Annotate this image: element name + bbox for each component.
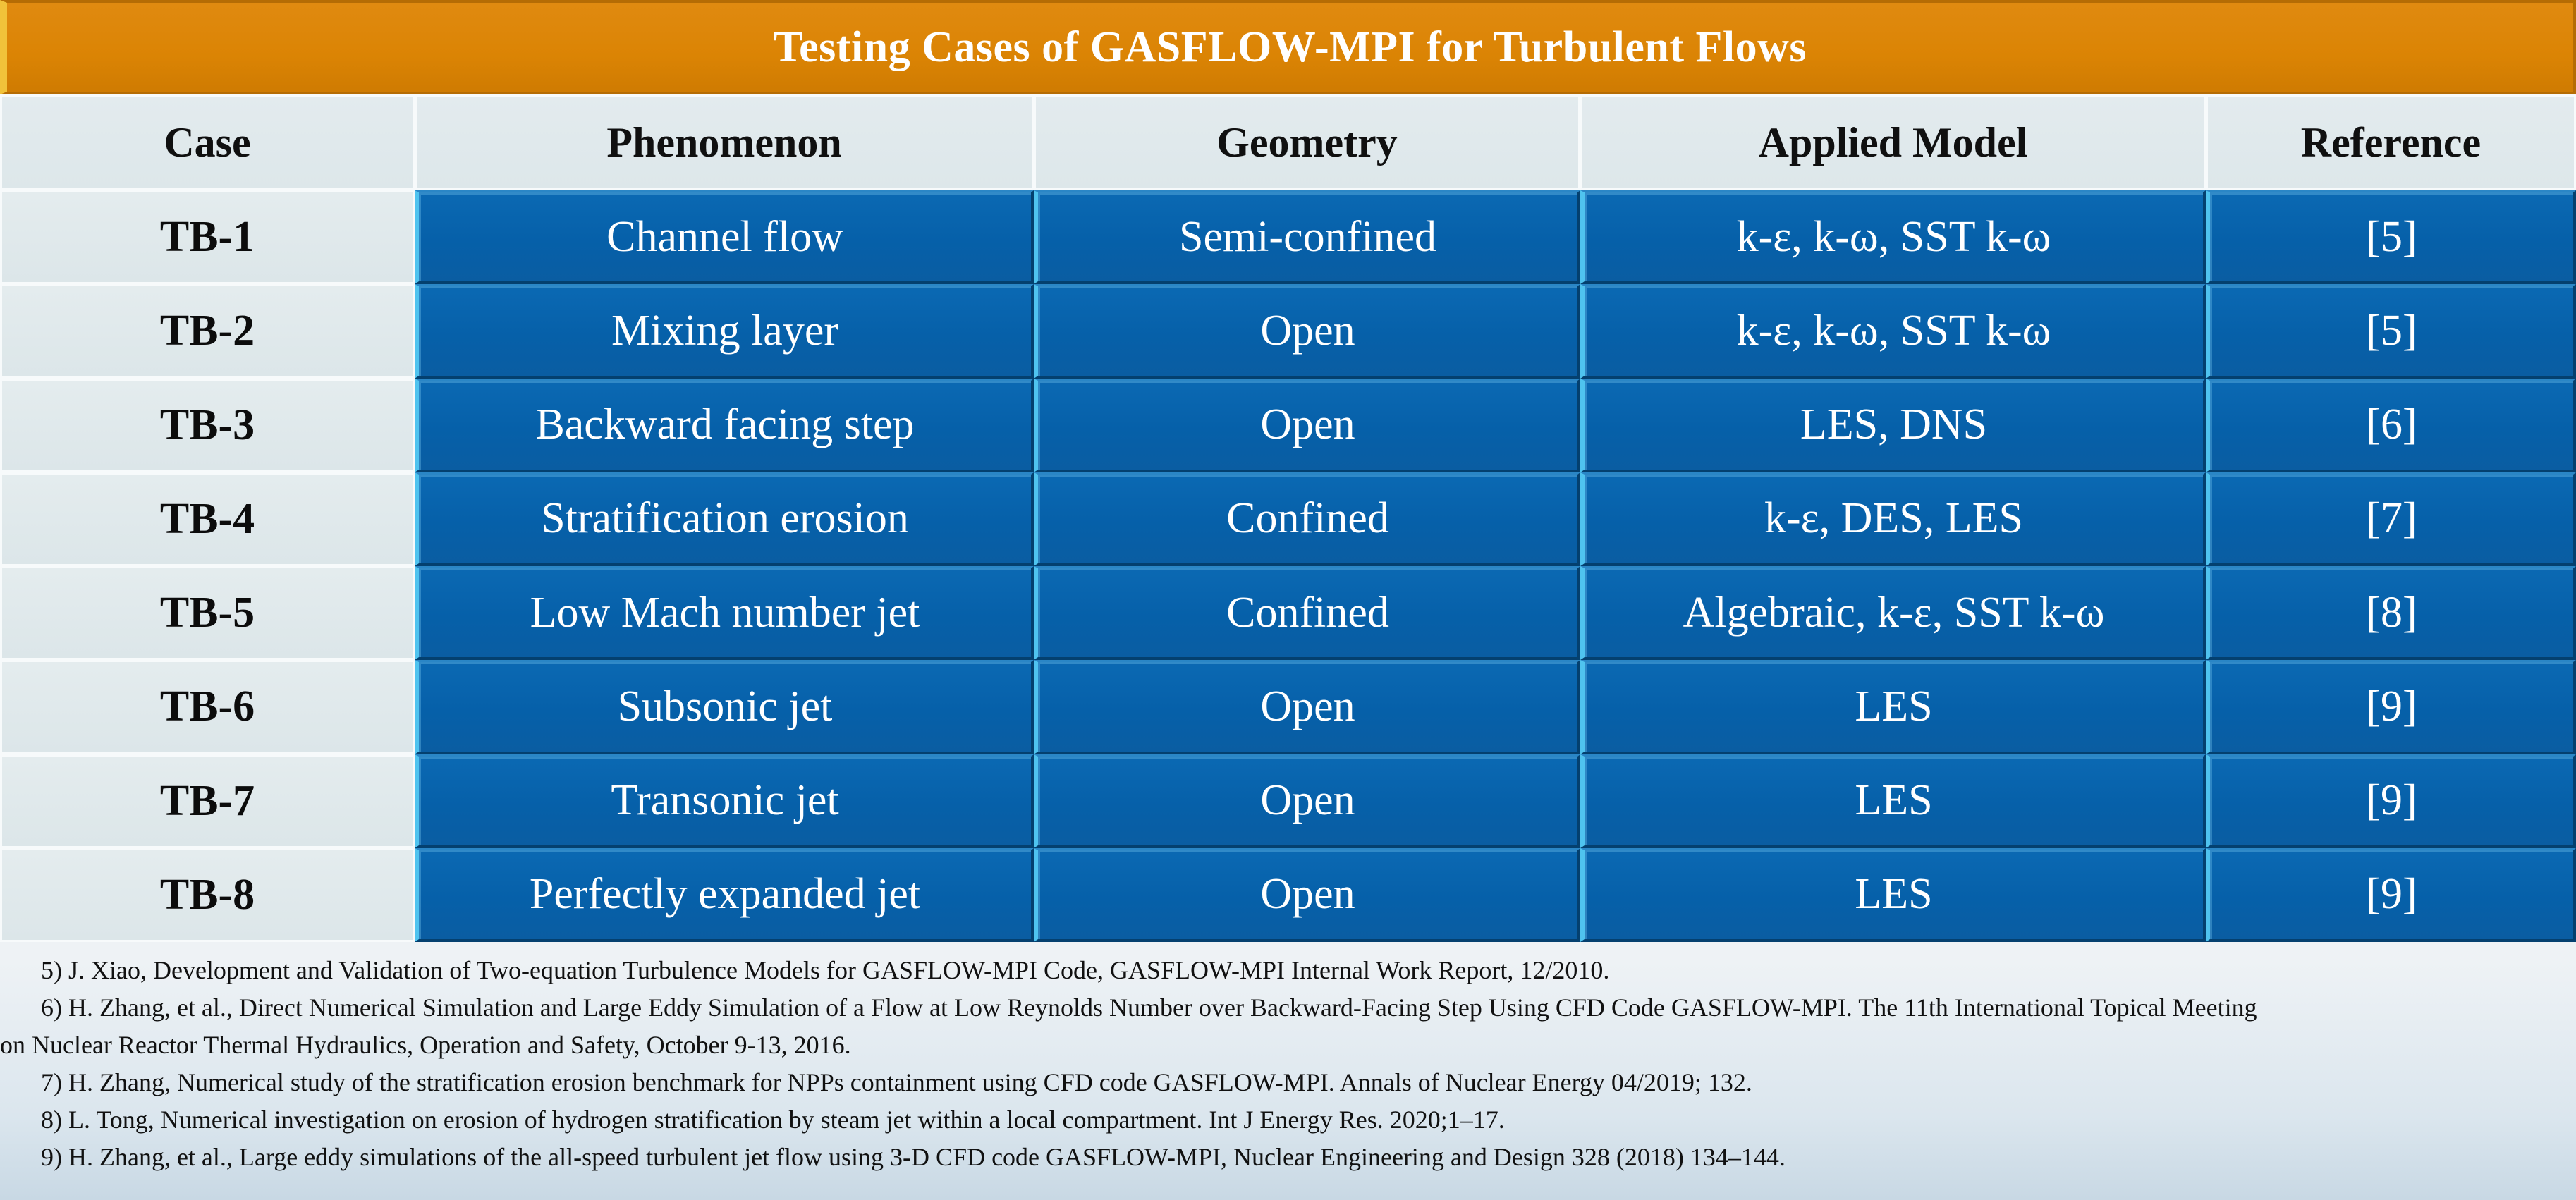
model-cell: k-ε, k-ω, SST k-ω (1580, 190, 2206, 284)
geometry-cell: Open (1034, 379, 1580, 472)
geometry-cell: Open (1034, 754, 1580, 848)
model-cell: LES (1580, 660, 2206, 754)
model-cell: LES (1580, 848, 2206, 942)
reference-cell: [5] (2206, 190, 2576, 284)
header-phenomenon: Phenomenon (415, 94, 1034, 190)
reference-item-continuation: on Nuclear Reactor Thermal Hydraulics, Operation and Safety, October 9-13, 2016. (0, 1031, 851, 1059)
geometry-cell: Confined (1034, 472, 1580, 566)
header-applied-model: Applied Model (1580, 94, 2206, 190)
case-cell: TB-1 (0, 190, 415, 284)
model-cell: k-ε, DES, LES (1580, 472, 2206, 566)
phenomenon-cell: Channel flow (415, 190, 1034, 284)
reference-item: 8) L. Tong, Numerical investigation on erosion of hydrogen stratification by steam jet within a local compartment. Int J Energy Res. 2020;1–17. (41, 1106, 1505, 1134)
phenomenon-cell: Transonic jet (415, 754, 1034, 848)
reference-item: 6) H. Zhang, et al., Direct Numerical Simulation and Large Eddy Simulation of a Flow at Low Reynolds Number over Backward-Facing Step Using CFD Code GASFLOW-MPI. The 11th International Topical Meeting (41, 993, 2257, 1022)
header-geometry: Geometry (1034, 94, 1580, 190)
case-cell: TB-5 (0, 566, 415, 660)
header-case: Case (0, 94, 415, 190)
geometry-cell: Confined (1034, 566, 1580, 660)
phenomenon-cell: Stratification erosion (415, 472, 1034, 566)
header-reference: Reference (2206, 94, 2576, 190)
model-cell: LES (1580, 754, 2206, 848)
phenomenon-cell: Backward facing step (415, 379, 1034, 472)
geometry-cell: Open (1034, 660, 1580, 754)
model-cell: k-ε, k-ω, SST k-ω (1580, 284, 2206, 378)
phenomenon-cell: Mixing layer (415, 284, 1034, 378)
geometry-cell: Open (1034, 284, 1580, 378)
reference-cell: [8] (2206, 566, 2576, 660)
case-cell: TB-8 (0, 848, 415, 942)
case-cell: TB-6 (0, 660, 415, 754)
reference-item: 7) H. Zhang, Numerical study of the stratification erosion benchmark for NPPs containment using CFD code GASFLOW-MPI. Annals of Nuclear Energy 04/2019; 132. (41, 1068, 1752, 1096)
reference-cell: [7] (2206, 472, 2576, 566)
slide-title: Testing Cases of GASFLOW-MPI for Turbulent Flows (773, 23, 1807, 71)
case-cell: TB-2 (0, 284, 415, 378)
reference-item: 5) J. Xiao, Development and Validation of Two-equation Turbulence Models for GASFLOW-MPI Code, GASFLOW-MPI Internal Work Report, 12/2010. (41, 956, 1610, 984)
phenomenon-cell: Low Mach number jet (415, 566, 1034, 660)
reference-cell: [9] (2206, 660, 2576, 754)
model-cell: Algebraic, k-ε, SST k-ω (1580, 566, 2206, 660)
references-list (0, 952, 2576, 1176)
reference-item: 9) H. Zhang, et al., Large eddy simulations of the all-speed turbulent jet flow using 3-D CFD code GASFLOW-MPI, Nuclear Engineering and Design 328 (2018) 134–144. (41, 1143, 1786, 1171)
geometry-cell: Semi-confined (1034, 190, 1580, 284)
reference-cell: [6] (2206, 379, 2576, 472)
phenomenon-cell: Subsonic jet (415, 660, 1034, 754)
slide-title-bar (0, 0, 2576, 94)
test-cases-table (0, 94, 2576, 942)
case-cell: TB-7 (0, 754, 415, 848)
reference-cell: [9] (2206, 754, 2576, 848)
reference-cell: [9] (2206, 848, 2576, 942)
reference-cell: [5] (2206, 284, 2576, 378)
model-cell: LES, DNS (1580, 379, 2206, 472)
case-cell: TB-4 (0, 472, 415, 566)
phenomenon-cell: Perfectly expanded jet (415, 848, 1034, 942)
geometry-cell: Open (1034, 848, 1580, 942)
case-cell: TB-3 (0, 379, 415, 472)
